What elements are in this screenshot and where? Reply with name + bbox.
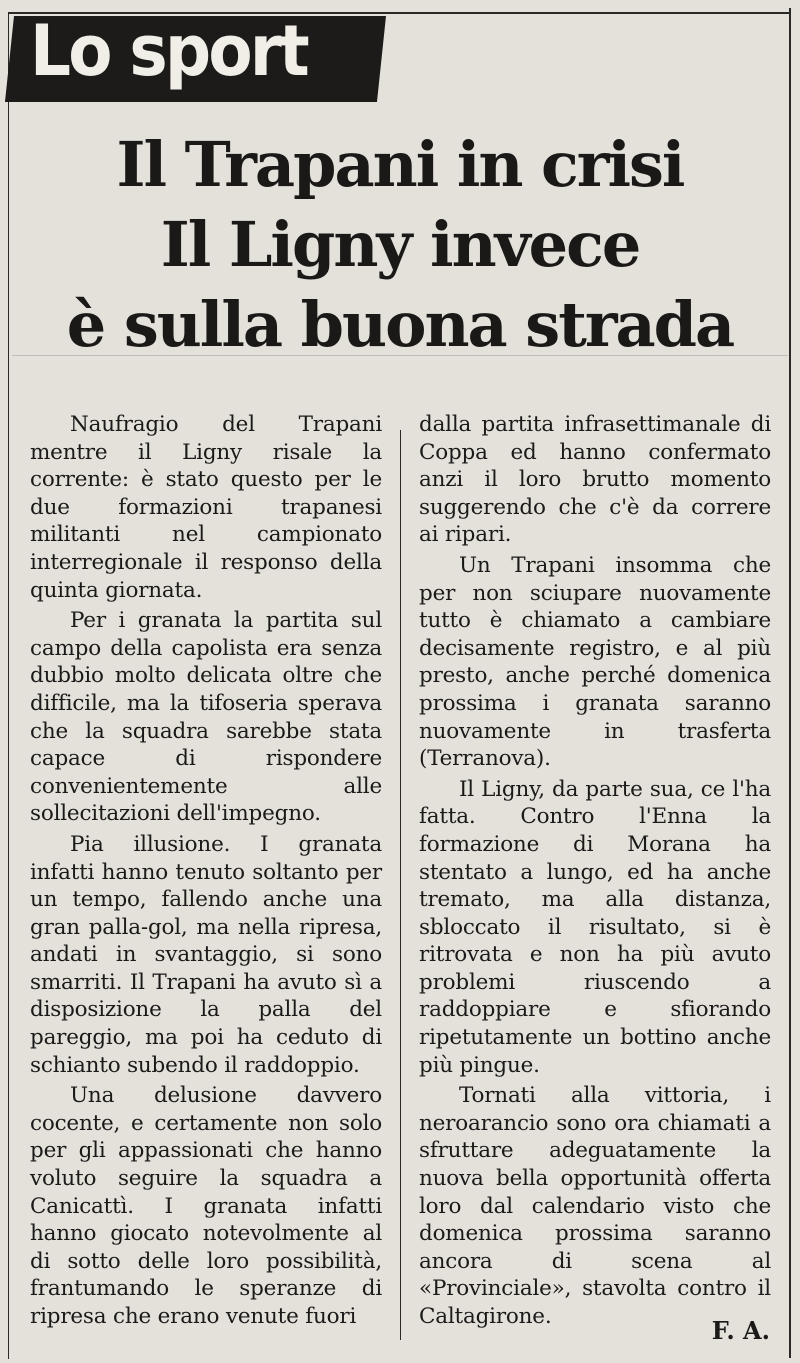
section-label: Lo sport (30, 10, 307, 92)
article-column-right (419, 411, 771, 1334)
clipping-border-right (789, 8, 791, 1358)
paragraph: dalla partita infrasettimanale di Coppa ed hanno confermato anzi il loro brutto momento suggerendo che c'è da correre ai ripari. (419, 412, 771, 548)
clipping-border-left (8, 14, 9, 1359)
author-signature: F. A. (711, 1316, 770, 1345)
paragraph: Per i granata la partita sul campo della capolista era senza dubbio molto delicata oltre che difficile, ma la tifoseria sperava che la squadra sarebbe stata capace di rispondere convenientemente alle sollecitazioni dell'impegno. (30, 608, 382, 827)
column-divider (400, 430, 401, 1340)
paragraph: Una delusione davvero cocente, e certamente non solo per gli appassionati che hanno voluto seguire la squadra a Canicattì. I granata infatti hanno giocato notevolmente al di sotto delle loro possibilità, frantumando le speranze di ripresa che erano venute fuori (30, 1083, 382, 1329)
paragraph: Naufragio del Trapani mentre il Ligny risale la corrente: è stato questo per le due formazioni trapanesi militanti nel campionato interregionale il responso della quinta giornata. (30, 412, 382, 603)
headline-line-1: Il Trapani in crisi (116, 128, 684, 201)
paragraph: Il Ligny, da parte sua, ce l'ha fatta. Contro l'Enna la formazione di Morana ha stentato a lungo, ed ha anche tremato, ma alla distanza, sbloccato il risultato, si è ritrovata e non ha più avuto problemi riuscendo a raddoppiare e sfiorando ripetutamente un bottino anche più pingue. (419, 776, 771, 1078)
article-column-left (30, 411, 382, 1334)
paragraph: Pia illusione. I granata infatti hanno tenuto soltanto per un tempo, fallendo anche una gran palla-gol, ma nella ripresa, andati in svantaggio, si sono smarriti. Il Trapani ha avuto sì a disposizione la palla del pareggio, ma poi ha ceduto di schianto subendo il raddoppio. (30, 831, 382, 1078)
paragraph: Tornati alla vittoria, i neroarancio sono ora chiamati a sfruttare adeguatamente la nuova bella opportunità offerta loro dal calendario visto che domenica prossima saranno ancora di scena al «Provinciale», stavolta contro il Caltagirone. (419, 1083, 771, 1329)
headline-line-3: è sulla buona strada (66, 288, 734, 361)
headline (20, 125, 780, 365)
headline-line-2: Il Ligny invece (160, 208, 640, 281)
paragraph: Un Trapani insomma che per non sciupare nuovamente tutto è chiamato a cambiare decisamente registro, e al più presto, anche perché domenica prossima i granata saranno nuovamente in trasferta (Terranova). (419, 552, 771, 772)
